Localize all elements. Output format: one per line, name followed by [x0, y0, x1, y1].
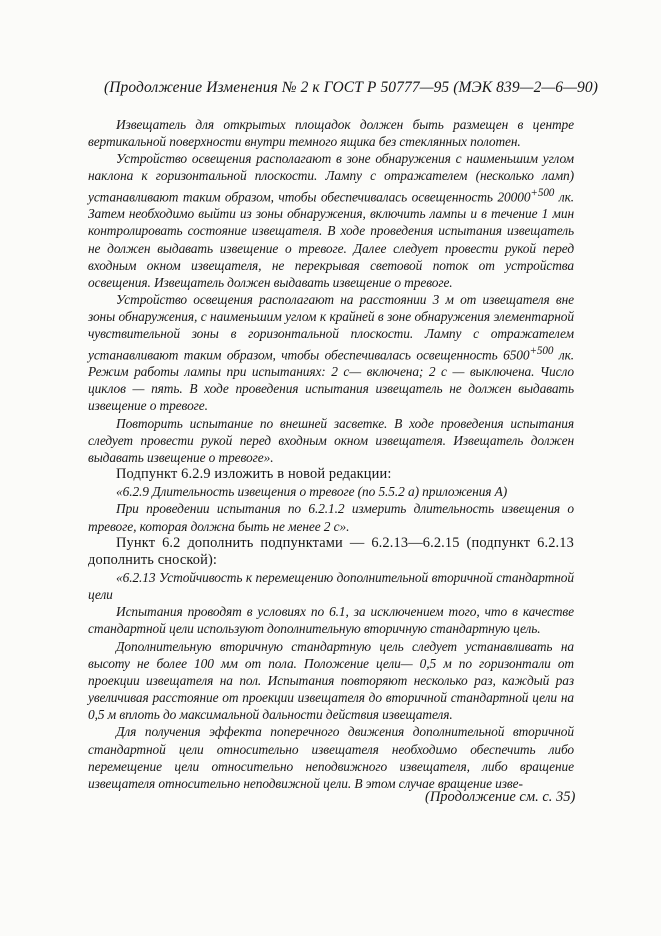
paragraph-3-part-1: Устройство освещения располагают на расстоянии 3 м от извещателя вне зоны обнаружения, с наименьшим углом к крайней в зоне обнаружения элементарной чувствительной зоны в горизонтальной плоскости. Лампу с отражателем устанавливают таким образом, чтобы обеспечивалась освещенность 6500: [88, 292, 574, 362]
illuminance-tolerance: +500: [529, 344, 554, 357]
continuation-note: (Продолжение см. с. 35): [425, 789, 576, 805]
paragraph-8: Пункт 6.2 дополнить подпунктами — 6.2.13—6.2.15 (подпункт 6.2.13 дополнить сноской):: [88, 534, 574, 568]
paragraph-2: [88, 150, 574, 291]
paragraph-6: «6.2.9 Длительность извещения о тревоге (по 5.5.2 а) приложения А): [116, 484, 508, 500]
running-header: (Продолжение Изменения № 2 к ГОСТ Р 50777—95 (МЭК 839—2—6—90): [104, 79, 598, 96]
paragraph-11: Дополнительную вторичную стандартную цель следует устанавливать на высоту не более 100 мм от пола. Положение цели— 0,5 м по горизонтали от проекции извещателя на пол. Испытания повторяют несколько раз, каждый раз увеличивая расстояние от проекции извещателя до вторичной стандартной цели на 0,5 м вплоть до максимальной дальности действия извещателя.: [88, 638, 574, 723]
paragraph-7: При проведении испытания по 6.2.1.2 измерить длительность извещения о тревоге, которая должна быть не менее 2 с».: [88, 501, 574, 534]
paragraph-3: [88, 291, 574, 415]
paragraph-10: Испытания проводят в условиях по 6.1, за исключением того, что в качестве стандартной цели используют дополнительную вторичную стандартную цель.: [88, 604, 574, 637]
paragraph-2-part-1: Устройство освещения располагают в зоне обнаружения с наименьшим углом наклона к горизонтальной плоскости. Лампу с отражателем (несколько ламп) устанавливают таким образом, чтобы обеспечивалась освещенность 20000: [88, 151, 574, 205]
paragraph-4: Повторить испытание по внешней засветке. В ходе проведения испытания следует провести рукой перед входным окном извещателя. Извещатель должен выдавать извещение о тревоге».: [88, 415, 574, 465]
paragraph-2-part-2: лк. Затем необходимо выйти из зоны обнаружения, включить лампы и в течение 1 мин контролировать состояние извещателя. В ходе проведения испытания извещатель не должен выдавать извещение о тревоге. Далее следует провести рукой перед входным окном извещателя, не перекрывая световой поток от устройства освещения. Извещатель должен выдавать извещение о тревоге.: [88, 189, 574, 290]
paragraph-5: Подпункт 6.2.9 изложить в новой редакции:: [116, 466, 392, 483]
illuminance-tolerance: +500: [530, 186, 555, 199]
paragraph-1: Извещатель для открытых площадок должен быть размещен в центре вертикальной поверхности внутри темного ящика без стеклянных полотен.: [88, 117, 574, 150]
paragraph-3-part-2: лк. Режим работы лампы при испытаниях: 2 с— включена; 2 с — выключена. Число циклов — пять. В ходе проведения испытания извещатель не должен выдавать извещение о тревоге.: [88, 346, 574, 414]
body-text: [88, 116, 574, 792]
paragraph-9: «6.2.13 Устойчивость к перемещению дополнительной вторичной стандартной цели: [88, 570, 574, 603]
paragraph-12: Для получения эффекта поперечного движения дополнительной вторичной стандартной цели относительно извещателя необходимо обеспечить либо перемещение цели относительно неподвижного извещателя, либо вращение извещателя относительно неподвижной цели. В этом случае вращение изве-: [88, 724, 574, 791]
